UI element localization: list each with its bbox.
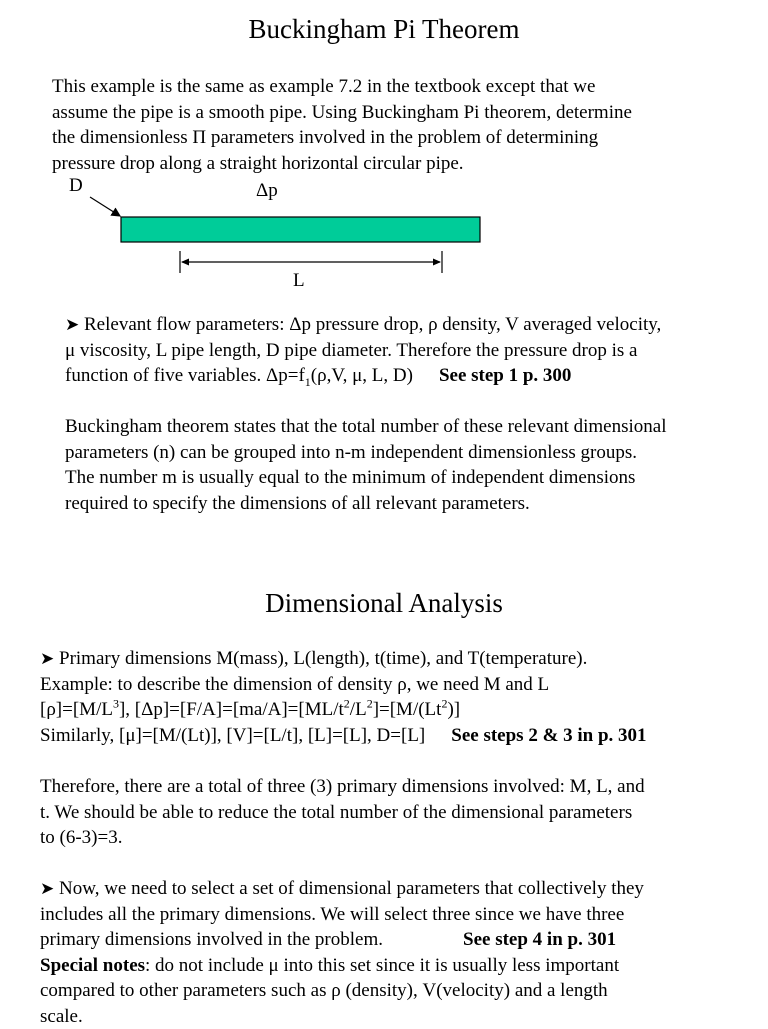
pressure-drop-label: Δp bbox=[256, 180, 278, 202]
primary-line-2: Example: to describe the dimension of density ρ, we need M and L bbox=[40, 672, 647, 698]
relevant-parameters-paragraph bbox=[65, 312, 661, 389]
relevant-line-2: μ viscosity, L pipe length, D pipe diameter. Therefore the pressure drop is a bbox=[65, 338, 661, 364]
arrow-bullet-icon: ➤ bbox=[65, 315, 79, 334]
select-line-1: ➤ Now, we need to select a set of dimensional parameters that collectively they bbox=[40, 876, 644, 902]
theorem-line-3: The number m is usually equal to the minimum of independent dimensions bbox=[65, 465, 667, 491]
theorem-line-4: required to specify the dimensions of all relevant parameters. bbox=[65, 491, 667, 517]
arrow-bullet-icon: ➤ bbox=[40, 879, 54, 898]
total-line-1: Therefore, there are a total of three (3) primary dimensions involved: M, L, and bbox=[40, 774, 645, 800]
select-line-6: scale. bbox=[40, 1004, 644, 1029]
slide2-title: Dimensional Analysis bbox=[0, 588, 768, 619]
steps-2-3-reference: See steps 2 & 3 in p. 301 bbox=[451, 725, 646, 746]
intro-line-2: assume the pipe is a smooth pipe. Using Buckingham Pi theorem, determine bbox=[52, 100, 632, 126]
theorem-line-2: parameters (n) can be grouped into n-m independent dimensionless groups. bbox=[65, 440, 667, 466]
diameter-pointer-arrow bbox=[90, 197, 120, 216]
relevant-line-3: function of five variables. $\Delta p=f_1(\rho,V$, μ, L, D) See step 1 p. 300 bbox=[65, 363, 661, 389]
select-line-5: compared to other parameters such as ρ (density), V(velocity) and a length bbox=[40, 978, 644, 1004]
pipe-diagram bbox=[0, 190, 768, 290]
length-arrow-left bbox=[181, 259, 189, 266]
diameter-label: D bbox=[69, 175, 83, 197]
primary-line-4: Similarly, [μ]=[M/(Lt)], [V]=[L/t], [L]=[L], D=[L] See steps 2 & 3 in p. 301 bbox=[40, 723, 647, 749]
pipe-rectangle bbox=[121, 217, 480, 242]
intro-line-3: the dimensionless Π parameters involved in the problem of determining bbox=[52, 125, 632, 151]
relevant-line-1: ➤ Relevant flow parameters: Δp pressure drop, ρ density, V averaged velocity, bbox=[65, 312, 661, 338]
intro-line-4: pressure drop along a straight horizontal circular pipe. bbox=[52, 151, 632, 177]
slide1-title: Buckingham Pi Theorem bbox=[0, 14, 768, 45]
select-parameters-paragraph bbox=[40, 876, 644, 1029]
select-line-3: primary dimensions involved in the problem. See step 4 in p. 301 bbox=[40, 927, 644, 953]
intro-line-1: This example is the same as example 7.2 in the textbook except that we bbox=[52, 74, 632, 100]
length-label: L bbox=[293, 270, 305, 292]
primary-dimensions-paragraph bbox=[40, 646, 647, 748]
intro-paragraph bbox=[52, 74, 632, 176]
select-line-4: Special notes: do not include μ into this set since it is usually less important bbox=[40, 953, 644, 979]
step-1-reference: See step 1 p. 300 bbox=[439, 365, 571, 386]
primary-line-1: ➤ Primary dimensions M(mass), L(length), t(time), and T(temperature). bbox=[40, 646, 647, 672]
primary-line-3: $[\rho]=[M/L^3]$, $[\Delta p]=[F/A]=[ma/A]=[ML/t^2/L^2]=[M/(Lt^2)]$ bbox=[40, 697, 647, 723]
arrow-bullet-icon: ➤ bbox=[40, 649, 54, 668]
step-4-reference: See step 4 in p. 301 bbox=[463, 929, 616, 950]
total-line-3: to (6-3)=3. bbox=[40, 825, 645, 851]
special-notes-label: Special notes bbox=[40, 955, 145, 976]
theorem-paragraph bbox=[65, 414, 667, 516]
length-arrow-right bbox=[433, 259, 441, 266]
total-dimensions-paragraph bbox=[40, 774, 645, 851]
select-line-2: includes all the primary dimensions. We will select three since we have three bbox=[40, 902, 644, 928]
total-line-2: t. We should be able to reduce the total number of the dimensional parameters bbox=[40, 800, 645, 826]
theorem-line-1: Buckingham theorem states that the total number of these relevant dimensional bbox=[65, 414, 667, 440]
